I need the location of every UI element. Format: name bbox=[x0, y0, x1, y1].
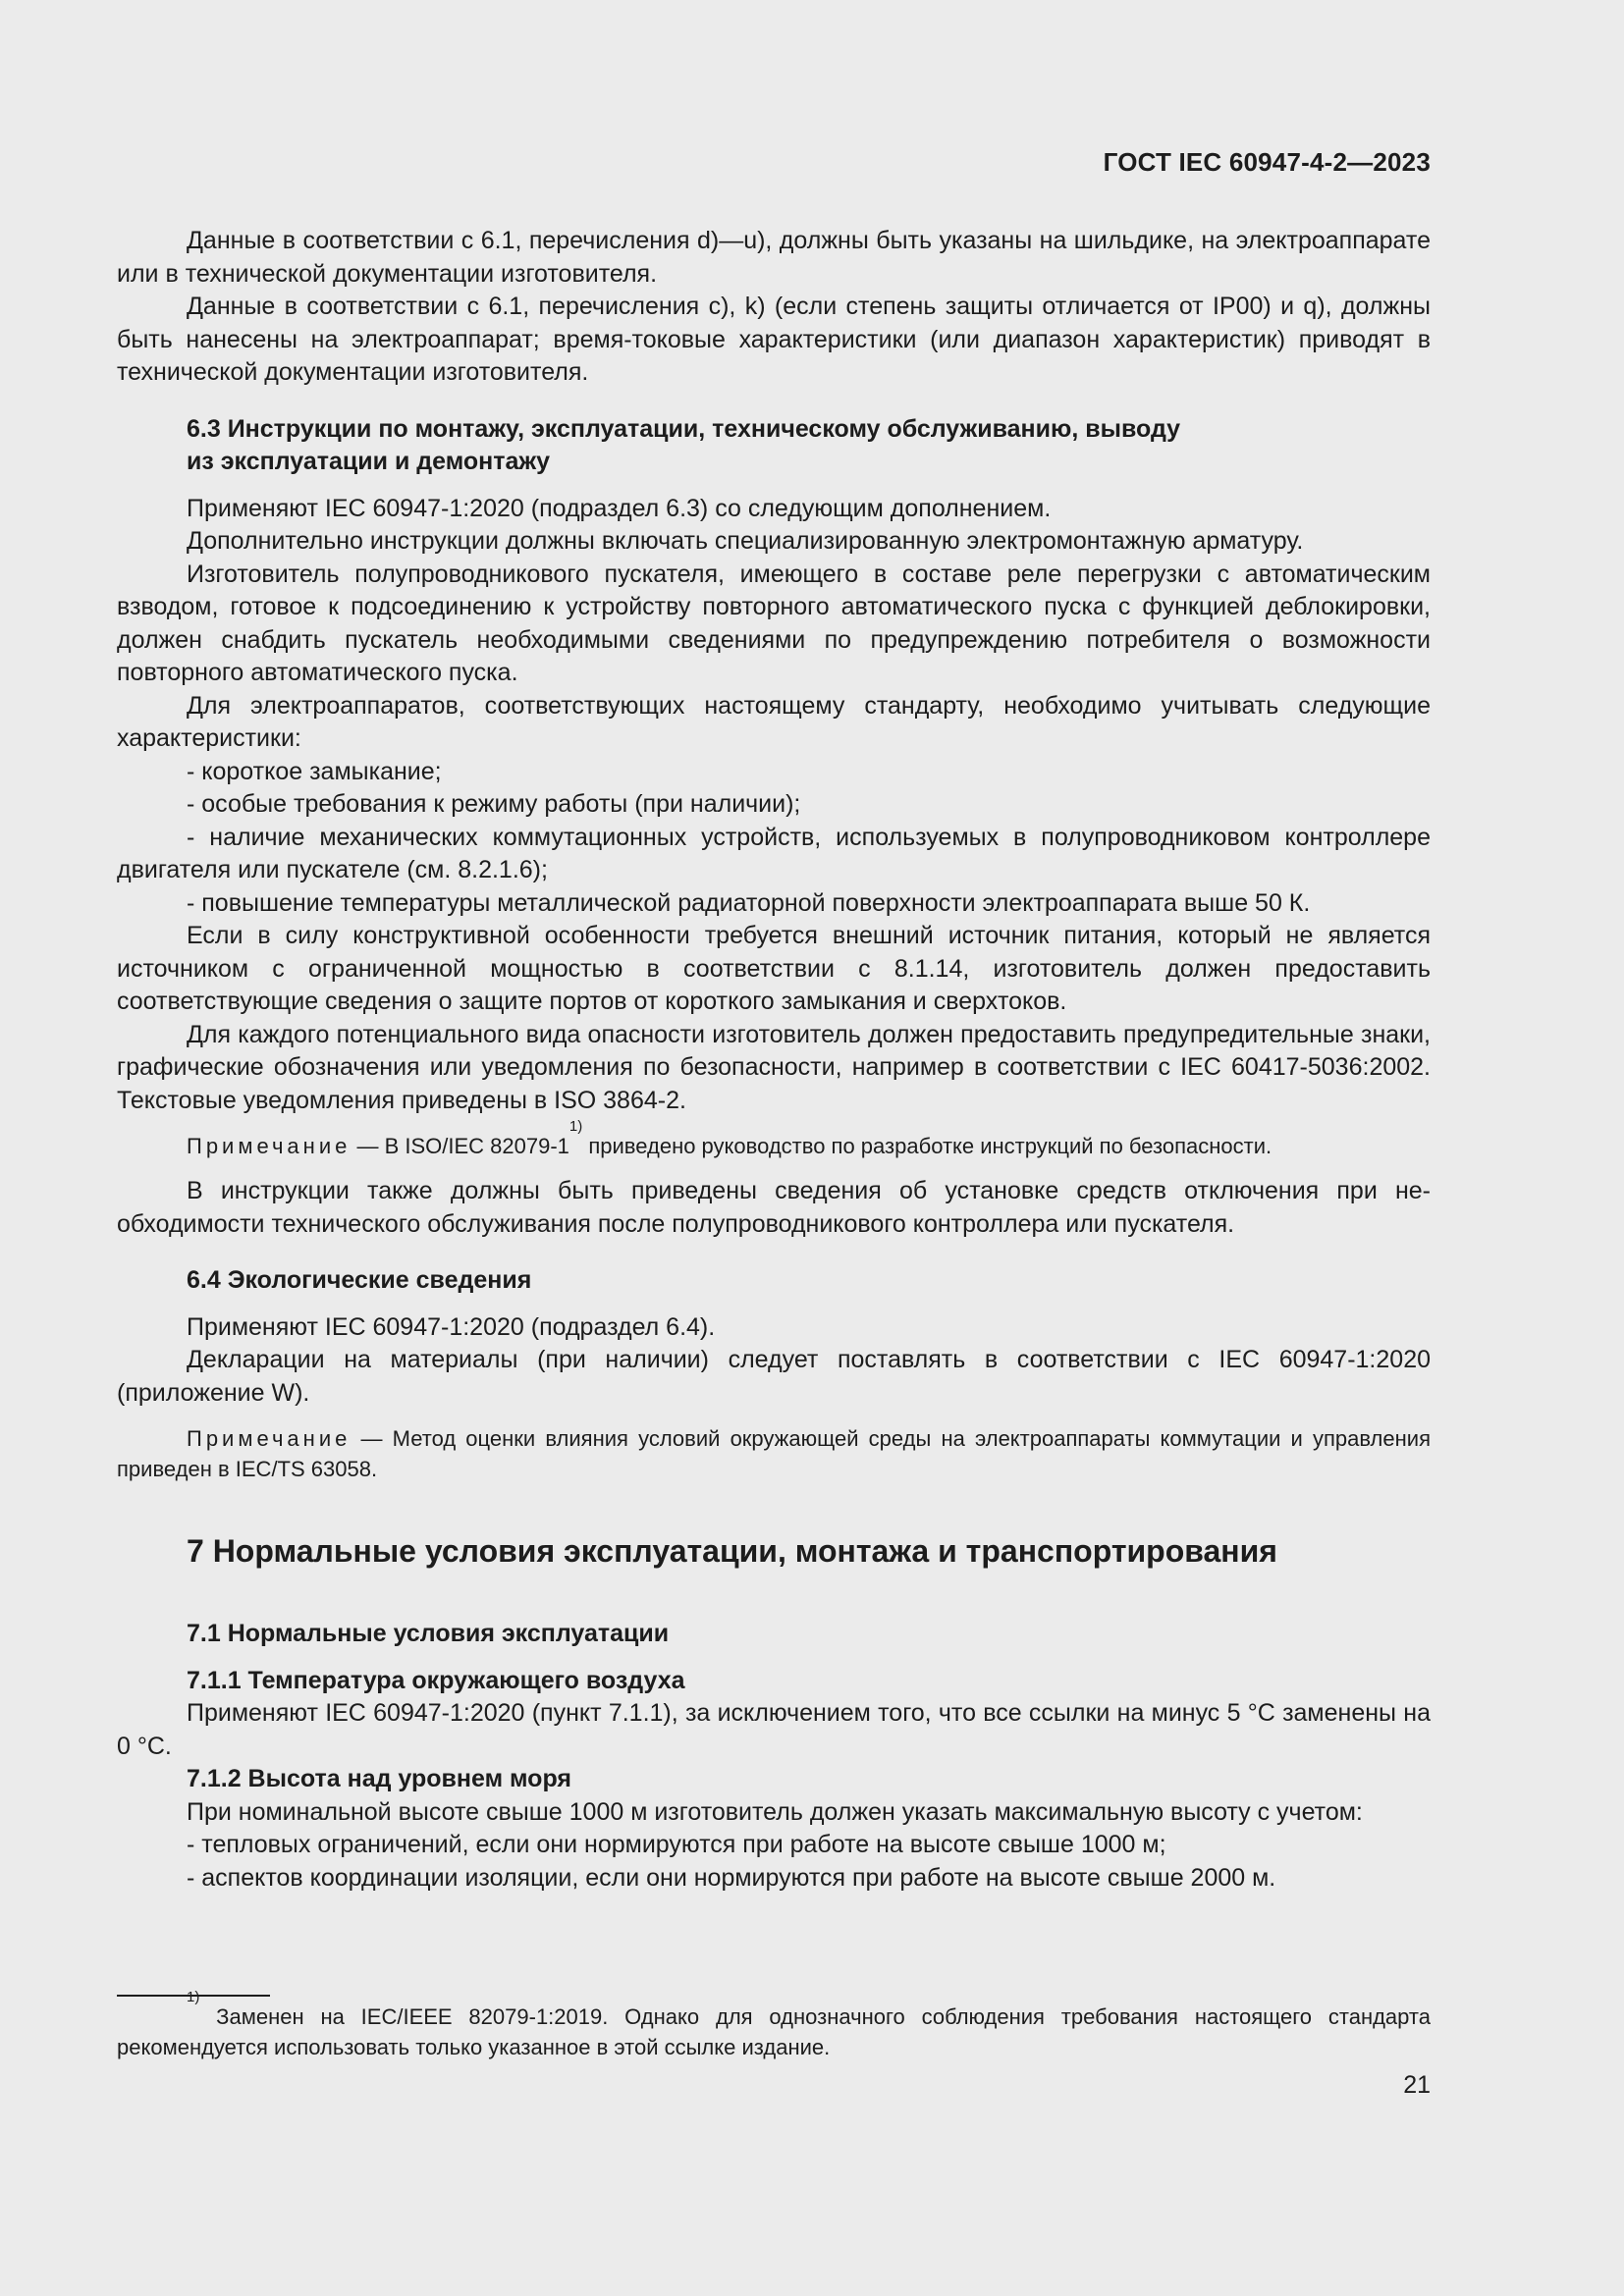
list-item: - наличие механических коммутационных устройств, используемых в полупроводниковом контроллере двигателя или пускателе (см. 8.2.1.6); bbox=[117, 823, 1431, 883]
note bbox=[117, 1118, 1431, 1161]
paragraph: В инструкции также должны быть приведены сведения об установке средств отключения при необходимости технического обслуживания после полупроводникового контроллера или пускателя. bbox=[117, 1177, 1431, 1238]
list-item: - тепловых ограничений, если они нормируются при работе на высоте свыше 1000 м; bbox=[187, 1831, 1166, 1858]
paragraph: Декларации на материалы (при наличии) следует поставлять в соответствии с IEC 60947-1:2020 (приложение W). bbox=[117, 1346, 1431, 1407]
paragraph: Данные в соответствии с 6.1, перечисления d)—u), должны быть указаны на шильдике, на электроаппарате или в технической документации изготовителя. bbox=[117, 227, 1431, 288]
note-dash: — bbox=[351, 1426, 393, 1451]
paragraph: Применяют IEC 60947-1:2020 (подраздел 6.3) со следующим дополнением. bbox=[187, 494, 1052, 522]
note-text: В ISO/IEC 82079-1 bbox=[384, 1134, 569, 1158]
note-dash: — bbox=[351, 1134, 385, 1158]
list-item: - короткое замыкание; bbox=[187, 757, 442, 785]
section-heading-6-4: 6.4 Экологические сведения bbox=[187, 1266, 532, 1294]
footnote-ref: 1) bbox=[568, 1118, 583, 1135]
list-item: - повышение температуры металлической радиаторной поверхности электроаппарата выше 50 К. bbox=[187, 888, 1311, 917]
footnote bbox=[117, 1989, 1431, 2062]
section-heading-6-3 bbox=[117, 413, 1431, 479]
paragraph: Для каждого потенциального вида опасности изготовитель должен предоставить предупредительные знаки, графические обозначения или уведомления по безопасности, например в соответствии с IEC 60417-5036:2002. Текстовые уведомления приведены в ISO 3864-2. bbox=[117, 1020, 1431, 1114]
note-label: Примечание bbox=[187, 1426, 352, 1451]
paragraph: Если в силу конструктивной особенности требуется внешний источник питания, который не является источником с ограниченной мощностью в соответствии с 8.1.14, изготовитель должен предоставить соответствующие сведения о защите портов от короткого замыкания и сверхтоков. bbox=[117, 922, 1431, 1015]
paragraph: При номинальной высоте свыше 1000 м изготовитель должен указать максимальную высоту с учетом: bbox=[187, 1797, 1363, 1826]
paragraph: Для электроаппаратов, соответствующих настоящему стандарту, необходимо учитывать следующие характеристики: bbox=[117, 691, 1431, 752]
footnote-text: Заменен на IEC/IEEE 82079-1:2019. Однако для однозначного соблюдения требования настоящего стандарта рекомендуется использовать только указанное в этой ссылке издание. bbox=[117, 2004, 1431, 2059]
paragraph: Изготовитель полупроводникового пускателя, имеющего в составе реле перегрузки с автоматическим взводом, готовое к подсоединению к устройству повторного автоматического пуска с функцией деблокировки, должен снабдить пускатель необходимыми сведениями по предупреждению потребителя о возможности повторного автоматического пуска. bbox=[117, 560, 1431, 686]
paragraph: Данные в соответствии с 6.1, перечисления c), k) (если степень защиты отличается от IP00) и q), должны быть нанесены на электроаппарат; время-токовые характеристики (или диапазон характеристик) приводят в технической документации изготовителя. bbox=[117, 293, 1431, 386]
section-heading-7-1-1: 7.1.1 Температура окружающего воздуха bbox=[187, 1666, 685, 1694]
note-label: Примечание bbox=[187, 1134, 352, 1158]
section-heading-7-1-2: 7.1.2 Высота над уровнем моря bbox=[187, 1765, 571, 1792]
document-header: ГОСТ IEC 60947-4-2—2023 bbox=[1103, 147, 1431, 177]
heading-line: из эксплуатации и демонтажу bbox=[187, 448, 551, 475]
chapter-heading-7: 7 Нормальные условия эксплуатации, монтажа и транспортирования bbox=[187, 1533, 1277, 1569]
note bbox=[117, 1423, 1431, 1484]
list-item: - особые требования к режиму работы (при наличии); bbox=[187, 790, 801, 818]
paragraph: Применяют IEC 60947-1:2020 (пункт 7.1.1), за исключением того, что все ссылки на минус 5 °C заменены на 0 °C. bbox=[117, 1699, 1431, 1760]
section-heading-7-1: 7.1 Нормальные условия эксплуатации bbox=[187, 1620, 670, 1647]
list-item: - аспектов координации изоляции, если они нормируются при работе на высоте свыше 2000 м. bbox=[187, 1863, 1276, 1892]
paragraph: Применяют IEC 60947-1:2020 (подраздел 6.4). bbox=[187, 1312, 716, 1341]
document-body bbox=[117, 225, 1431, 1895]
paragraph: Дополнительно инструкции должны включать специализированную электромонтажную арматуру. bbox=[187, 527, 1304, 555]
note-text: приведено руководство по разработке инструкций по безопасности. bbox=[582, 1134, 1272, 1158]
heading-line: 6.3 Инструкции по монтажу, эксплуатации, техническому обслуживанию, выводу bbox=[187, 414, 1181, 443]
note-text: Метод оценки влияния условий окружающей среды на электроаппараты коммутации и управления приведен в IEC/TS 63058. bbox=[117, 1426, 1431, 1481]
page-number: 21 bbox=[1403, 2071, 1431, 2099]
footnote-marker: 1) bbox=[187, 1989, 200, 2005]
